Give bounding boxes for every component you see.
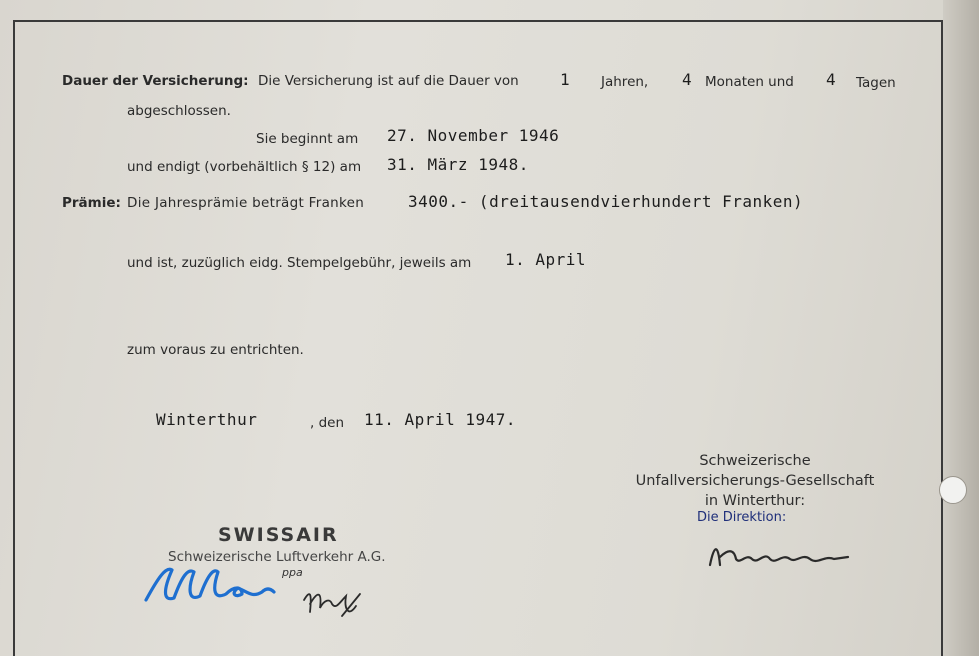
end-label: und endigt (vorbehältlich § 12) am (127, 159, 362, 175)
insurer-line-1: Schweizerische (699, 453, 811, 469)
duration-label: Dauer der Versicherung: (62, 73, 249, 89)
duration-years: 1 (560, 70, 571, 89)
policyholder-subtitle: Schweizerische Luftverkehr A.G. (168, 549, 386, 565)
insurer-block (620, 451, 890, 511)
place-date-connector: , den (310, 415, 345, 431)
policyholder-name: SWISSAIR (218, 524, 339, 546)
duration-years-unit: Jahren, (601, 74, 649, 90)
duration-months: 4 (682, 70, 693, 89)
duration-days: 4 (826, 70, 837, 89)
policyholder-signature-blue (138, 558, 288, 616)
premium-label: Prämie: (62, 195, 121, 211)
duration-days-unit: Tagen (856, 75, 896, 91)
premium-text: Die Jahresprämie beträgt Franken (127, 195, 365, 211)
insurer-line-2: Unfallversicherungs-Gesellschaft (635, 473, 875, 489)
premium-due-date: 1. April (505, 250, 587, 269)
place: Winterthur (156, 410, 258, 429)
direktion-stamp: Die Direktion: (697, 510, 787, 525)
duration-text: Die Versicherung ist auf die Dauer von (258, 73, 519, 89)
premium-due-text: und ist, zuzüglich eidg. Stempelgebühr, jeweils am (127, 255, 472, 271)
premium-advance-text: zum voraus zu entrichten. (127, 342, 304, 358)
frame-border-top (13, 20, 943, 22)
end-date: 31. März 1948. (387, 155, 529, 174)
ppa-mark: ppa (282, 566, 303, 579)
begin-date: 27. November 1946 (387, 126, 560, 145)
punch-hole (939, 476, 967, 504)
direktion-signature (700, 535, 860, 580)
insurer-line-3: in Winterthur: (704, 493, 806, 509)
frame-border-left (13, 20, 15, 656)
duration-concluded: abgeschlossen. (127, 103, 231, 119)
begin-label: Sie beginnt am (256, 131, 359, 147)
duration-months-unit: Monaten und (705, 74, 794, 90)
signing-date: 11. April 1947. (364, 410, 516, 429)
premium-amount: 3400.- (dreitausendvierhundert Franken) (408, 192, 804, 211)
page-edge (943, 0, 979, 656)
policyholder-signature-pencil (298, 582, 378, 626)
